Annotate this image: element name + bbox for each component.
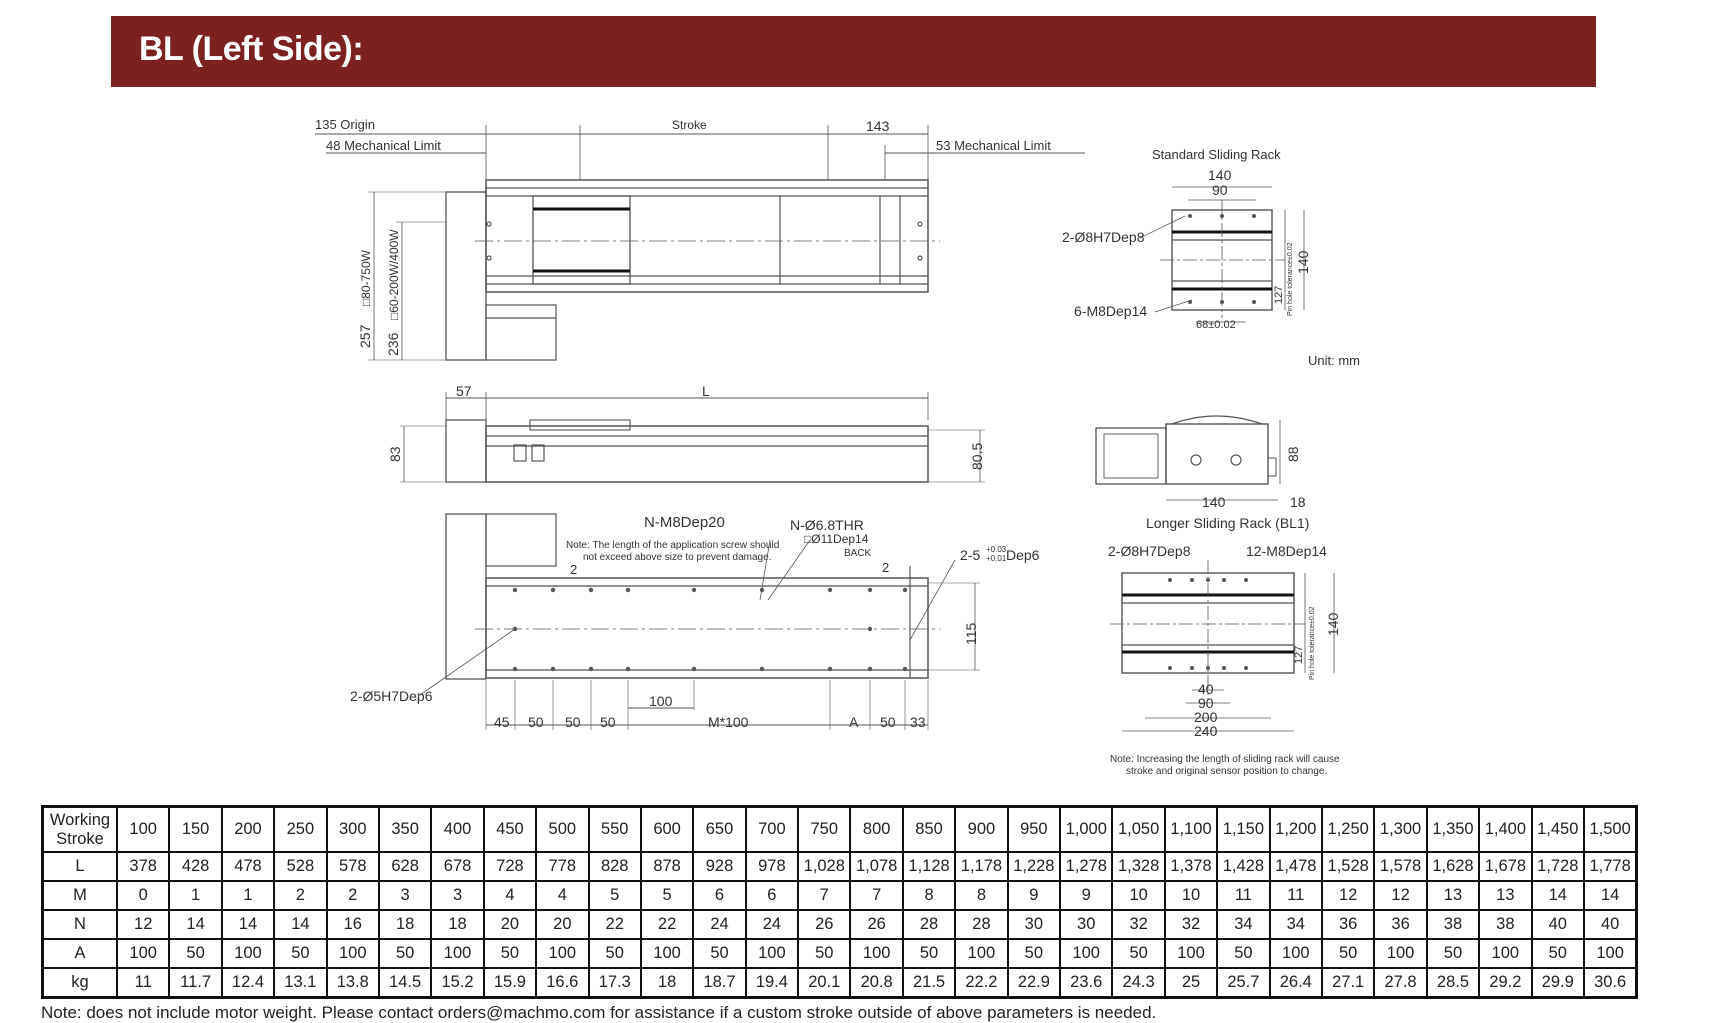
table-cell: 25 — [1165, 968, 1217, 998]
tol-lower: +0.01 — [986, 554, 1007, 563]
table-cell: 28 — [903, 910, 955, 939]
table-cell: 25.7 — [1217, 968, 1269, 998]
table-cell: 16 — [327, 910, 379, 939]
table-cell: 100 — [536, 939, 588, 968]
row-header — [43, 939, 118, 968]
long-note-line1: Note: Increasing the length of sliding rack will cause — [1110, 754, 1340, 765]
table-cell: 628 — [379, 852, 431, 881]
row-header — [43, 852, 118, 881]
table-row — [43, 852, 1637, 881]
longer-rack-view — [1110, 560, 1334, 731]
spec-table-body — [43, 807, 1637, 998]
table-row — [43, 807, 1637, 853]
dim-57: 57 — [456, 383, 472, 399]
table-cell: 22 — [641, 910, 693, 939]
table-cell: 1,500 — [1584, 807, 1637, 853]
table-cell: 13.1 — [274, 968, 326, 998]
table-cell: 27.8 — [1374, 968, 1426, 998]
table-cell: 1,200 — [1270, 807, 1322, 853]
table-cell: 978 — [746, 852, 798, 881]
top-view — [315, 125, 1085, 360]
table-cell: 950 — [1008, 807, 1060, 853]
dim-100: 100 — [649, 693, 673, 709]
note-screw-line1: Note: The length of the application screw should — [566, 540, 780, 551]
table-cell: 700 — [746, 807, 798, 853]
table-cell: 11 — [1217, 881, 1269, 910]
table-cell: 10 — [1165, 881, 1217, 910]
table-cell: 1,050 — [1112, 807, 1164, 853]
std-m8dep14: 6-M8Dep14 — [1074, 303, 1148, 319]
table-cell: 12 — [117, 910, 169, 939]
table-cell: 378 — [117, 852, 169, 881]
table-cell: 1,378 — [1165, 852, 1217, 881]
table-cell: 32 — [1165, 910, 1217, 939]
table-cell: 32 — [1112, 910, 1164, 939]
table-cell: 50 — [274, 939, 326, 968]
table-cell: 1,428 — [1217, 852, 1269, 881]
table-cell: 26 — [850, 910, 902, 939]
std-pin-tol: Pin hole tolerance±0.02 — [1287, 242, 1294, 316]
table-cell: 1,350 — [1427, 807, 1479, 853]
table-cell: 528 — [274, 852, 326, 881]
table-cell: 50 — [1008, 939, 1060, 968]
table-cell: 800 — [850, 807, 902, 853]
table-cell: 1,028 — [798, 852, 850, 881]
table-cell: 50 — [693, 939, 745, 968]
table-cell: 23.6 — [1060, 968, 1112, 998]
table-cell: 28 — [955, 910, 1007, 939]
table-cell: 50 — [484, 939, 536, 968]
stroke-label: Stroke — [672, 118, 707, 132]
table-cell: 450 — [484, 807, 536, 853]
table-cell: 300 — [327, 807, 379, 853]
dim-2-left: 2 — [570, 562, 578, 577]
table-cell: 850 — [903, 807, 955, 853]
footer-note: Note: does not include motor weight. Please contact orders@machmo.com for assistance if a custom stroke outside of above parameters is needed. — [41, 1003, 1157, 1022]
table-cell: 50 — [379, 939, 431, 968]
table-cell: 1,528 — [1322, 852, 1374, 881]
table-cell: 750 — [798, 807, 850, 853]
long-90: 90 — [1198, 695, 1214, 711]
table-cell: 14.5 — [379, 968, 431, 998]
table-cell: 100 — [641, 939, 693, 968]
table-cell: 27.1 — [1322, 968, 1374, 998]
row-header — [43, 968, 118, 998]
table-cell: 1,228 — [1008, 852, 1060, 881]
long-pin-tol: Pin hole tolerance±0.02 — [1309, 606, 1316, 680]
table-cell: 2 — [274, 881, 326, 910]
dim-83: 83 — [387, 446, 403, 462]
row-header-label: Stroke — [56, 829, 104, 848]
table-cell: 20.1 — [798, 968, 850, 998]
bottom-dim: 50 — [565, 714, 581, 730]
spec-table — [41, 805, 1638, 999]
dim-143: 143 — [866, 118, 890, 134]
table-cell: 100 — [1479, 939, 1531, 968]
long-240: 240 — [1194, 723, 1218, 739]
side-view — [400, 392, 985, 482]
table-cell: 100 — [1374, 939, 1426, 968]
std-90: 90 — [1212, 182, 1228, 198]
unit-label: Unit: mm — [1308, 353, 1360, 368]
table-cell: 22 — [589, 910, 641, 939]
table-cell: 8 — [955, 881, 1007, 910]
section-title: BL (Left Side): — [139, 30, 364, 68]
bottom-dim: 45 — [494, 714, 510, 730]
table-cell: 18 — [379, 910, 431, 939]
std-08h7: 2-Ø8H7Dep8 — [1062, 229, 1145, 245]
table-cell: 1,250 — [1322, 807, 1374, 853]
long-rack-title: Longer Sliding Rack (BL1) — [1146, 515, 1310, 531]
table-cell: 22.9 — [1008, 968, 1060, 998]
bottom-dim: 33 — [910, 714, 926, 730]
dim-2-right: 2 — [882, 560, 890, 575]
table-cell: 50 — [1112, 939, 1164, 968]
table-cell: 30 — [1060, 910, 1112, 939]
table-cell: 50 — [1217, 939, 1269, 968]
table-cell: 1,078 — [850, 852, 902, 881]
tol-upper: +0.03 — [986, 545, 1007, 554]
table-cell: 50 — [589, 939, 641, 968]
table-cell: 38 — [1427, 910, 1479, 939]
table-cell: 1,450 — [1532, 807, 1584, 853]
table-cell: 2 — [327, 881, 379, 910]
table-cell: 50 — [1427, 939, 1479, 968]
table-cell: 1,728 — [1532, 852, 1584, 881]
table-cell: 1,000 — [1060, 807, 1112, 853]
std-68: 68±0.02 — [1196, 319, 1236, 331]
table-cell: 30.6 — [1584, 968, 1637, 998]
table-cell: 478 — [222, 852, 274, 881]
table-cell: 1,778 — [1584, 852, 1637, 881]
table-cell: 500 — [536, 807, 588, 853]
table-cell: 100 — [327, 939, 379, 968]
table-cell: 30 — [1008, 910, 1060, 939]
dim-115: 115 — [963, 622, 979, 645]
table-cell: 50 — [1322, 939, 1374, 968]
table-cell: 400 — [431, 807, 483, 853]
table-cell: 18.7 — [693, 968, 745, 998]
dep6-suffix: Dep6 — [1006, 547, 1040, 563]
table-cell: 1,128 — [903, 852, 955, 881]
table-cell: 29.2 — [1479, 968, 1531, 998]
table-cell: 9 — [1060, 881, 1112, 910]
table-cell: 34 — [1270, 910, 1322, 939]
table-cell: 1,678 — [1479, 852, 1531, 881]
table-row — [43, 968, 1637, 998]
table-cell: 40 — [1584, 910, 1637, 939]
table-cell: 36 — [1322, 910, 1374, 939]
table-row — [43, 939, 1637, 968]
row-header — [43, 910, 118, 939]
table-cell: 428 — [169, 852, 221, 881]
std-140: 140 — [1208, 167, 1232, 183]
table-cell: 100 — [431, 939, 483, 968]
std-rack-title: Standard Sliding Rack — [1152, 147, 1281, 162]
long-m8dep14: 12-M8Dep14 — [1246, 543, 1327, 559]
table-cell: 100 — [955, 939, 1007, 968]
end-88: 88 — [1285, 446, 1301, 462]
row-header-label: N — [74, 915, 86, 933]
table-cell: 17.3 — [589, 968, 641, 998]
table-cell: 21.5 — [903, 968, 955, 998]
table-cell: 13 — [1427, 881, 1479, 910]
table-cell: 350 — [379, 807, 431, 853]
table-cell: 4 — [484, 881, 536, 910]
mech-limit-right: 53 Mechanical Limit — [936, 138, 1051, 153]
table-cell: 100 — [1165, 939, 1217, 968]
table-cell: 5 — [589, 881, 641, 910]
table-cell: 7 — [850, 881, 902, 910]
table-cell: 4 — [536, 881, 588, 910]
row-header — [43, 807, 118, 853]
table-cell: 26.4 — [1270, 968, 1322, 998]
bottom-dim: 50 — [600, 714, 616, 730]
table-cell: 1 — [169, 881, 221, 910]
long-127: 127 — [1293, 645, 1305, 664]
table-cell: 3 — [431, 881, 483, 910]
table-cell: 778 — [536, 852, 588, 881]
table-cell: 1,400 — [1479, 807, 1531, 853]
table-cell: 100 — [222, 939, 274, 968]
table-cell: 7 — [798, 881, 850, 910]
end-18: 18 — [1290, 494, 1306, 510]
table-cell: 50 — [169, 939, 221, 968]
table-cell: 1,178 — [955, 852, 1007, 881]
table-cell: 28.5 — [1427, 968, 1479, 998]
table-cell: 38 — [1479, 910, 1531, 939]
n-68thr: N-Ø6.8THR — [790, 517, 864, 533]
table-cell: 16.6 — [536, 968, 588, 998]
table-cell: 50 — [798, 939, 850, 968]
table-cell: 650 — [693, 807, 745, 853]
origin-label: 135 Origin — [315, 117, 375, 132]
long-08h7: 2-Ø8H7Dep8 — [1108, 543, 1191, 559]
table-cell: 24 — [746, 910, 798, 939]
table-cell: 100 — [117, 939, 169, 968]
table-cell: 36 — [1374, 910, 1426, 939]
table-cell: 1,478 — [1270, 852, 1322, 881]
dep14-11: □Ø11Dep14 — [804, 532, 869, 546]
table-cell: 100 — [1060, 939, 1112, 968]
bottom-dim: 50 — [528, 714, 544, 730]
table-cell: 6 — [746, 881, 798, 910]
table-cell: 34 — [1217, 910, 1269, 939]
back-label: BACK — [844, 548, 872, 559]
table-cell: 18 — [641, 968, 693, 998]
table-cell: 1,578 — [1374, 852, 1426, 881]
table-row — [43, 910, 1637, 939]
row-header-label: M — [73, 886, 87, 904]
table-cell: 928 — [693, 852, 745, 881]
table-cell: 900 — [955, 807, 1007, 853]
table-cell: 3 — [379, 881, 431, 910]
table-cell: 100 — [117, 807, 169, 853]
table-cell: 1,100 — [1165, 807, 1217, 853]
table-cell: 5 — [641, 881, 693, 910]
long-200: 200 — [1194, 709, 1218, 725]
table-cell: 100 — [746, 939, 798, 968]
table-cell: 1,150 — [1217, 807, 1269, 853]
table-cell: 100 — [1270, 939, 1322, 968]
table-cell: 9 — [1008, 881, 1060, 910]
row-header-label: L — [75, 857, 85, 875]
table-cell: 14 — [274, 910, 326, 939]
row-header-label: Working — [49, 810, 111, 829]
row-header — [43, 881, 118, 910]
table-cell: 40 — [1532, 910, 1584, 939]
row-header-label: kg — [71, 973, 89, 991]
table-cell: 15.2 — [431, 968, 483, 998]
motor-60-400w: □60-200W/400W — [387, 229, 401, 320]
table-cell: 24 — [693, 910, 745, 939]
table-cell: 878 — [641, 852, 693, 881]
table-row — [43, 881, 1637, 910]
long-note-line2: stroke and original sensor position to change. — [1126, 766, 1328, 777]
table-cell: 1,300 — [1374, 807, 1426, 853]
table-cell: 50 — [903, 939, 955, 968]
table-cell: 0 — [117, 881, 169, 910]
dim-l: L — [702, 383, 710, 399]
table-cell: 11 — [117, 968, 169, 998]
table-cell: 12 — [1374, 881, 1426, 910]
table-cell: 1,328 — [1112, 852, 1164, 881]
table-cell: 550 — [589, 807, 641, 853]
table-cell: 24.3 — [1112, 968, 1164, 998]
std-127: 127 — [1273, 285, 1285, 304]
table-cell: 14 — [222, 910, 274, 939]
table-cell: 14 — [169, 910, 221, 939]
table-cell: 600 — [641, 807, 693, 853]
table-cell: 150 — [169, 807, 221, 853]
dim-257: 257 — [357, 324, 373, 348]
table-cell: 18 — [431, 910, 483, 939]
table-cell: 200 — [222, 807, 274, 853]
table-cell: 728 — [484, 852, 536, 881]
table-cell: 578 — [327, 852, 379, 881]
table-cell: 10 — [1112, 881, 1164, 910]
table-cell: 100 — [850, 939, 902, 968]
table-cell: 50 — [1532, 939, 1584, 968]
table-cell: 14 — [1584, 881, 1637, 910]
long-40: 40 — [1198, 681, 1214, 697]
motor-80-750w: □80-750W — [359, 250, 373, 306]
table-cell: 100 — [1584, 939, 1637, 968]
table-cell: 1 — [222, 881, 274, 910]
table-cell: 15.9 — [484, 968, 536, 998]
end-140: 140 — [1202, 494, 1226, 510]
table-cell: 26 — [798, 910, 850, 939]
table-cell: 12.4 — [222, 968, 274, 998]
dim-80-5: 80.5 — [969, 442, 985, 470]
bottom-dim: A — [849, 714, 859, 730]
table-cell: 29.9 — [1532, 968, 1584, 998]
table-cell: 13.8 — [327, 968, 379, 998]
end-view — [1096, 416, 1280, 500]
table-cell: 6 — [693, 881, 745, 910]
table-cell: 20 — [484, 910, 536, 939]
table-cell: 14 — [1532, 881, 1584, 910]
table-cell: 250 — [274, 807, 326, 853]
n-m8dep20: N-M8Dep20 — [644, 514, 725, 531]
table-cell: 13 — [1479, 881, 1531, 910]
row-header-label: A — [74, 944, 86, 962]
table-cell: 12 — [1322, 881, 1374, 910]
std-140-v: 140 — [1295, 250, 1311, 274]
table-cell: 8 — [903, 881, 955, 910]
table-cell: 22.2 — [955, 968, 1007, 998]
note-screw-line2: not exceed above size to prevent damage. — [583, 552, 772, 563]
table-cell: 678 — [431, 852, 483, 881]
table-cell: 19.4 — [746, 968, 798, 998]
table-cell: 11.7 — [169, 968, 221, 998]
table-cell: 1,278 — [1060, 852, 1112, 881]
long-140-v: 140 — [1325, 612, 1341, 636]
mech-limit-left: 48 Mechanical Limit — [326, 138, 441, 153]
table-cell: 11 — [1270, 881, 1322, 910]
bottom-dim: M*100 — [708, 714, 749, 730]
table-cell: 20.8 — [850, 968, 902, 998]
table-cell: 20 — [536, 910, 588, 939]
dep6-right: 2-5 — [960, 547, 981, 563]
table-cell: 828 — [589, 852, 641, 881]
dep6-left: 2-Ø5H7Dep6 — [350, 688, 433, 704]
table-cell: 1,628 — [1427, 852, 1479, 881]
dim-236: 236 — [385, 332, 401, 356]
bottom-dim: 50 — [880, 714, 896, 730]
